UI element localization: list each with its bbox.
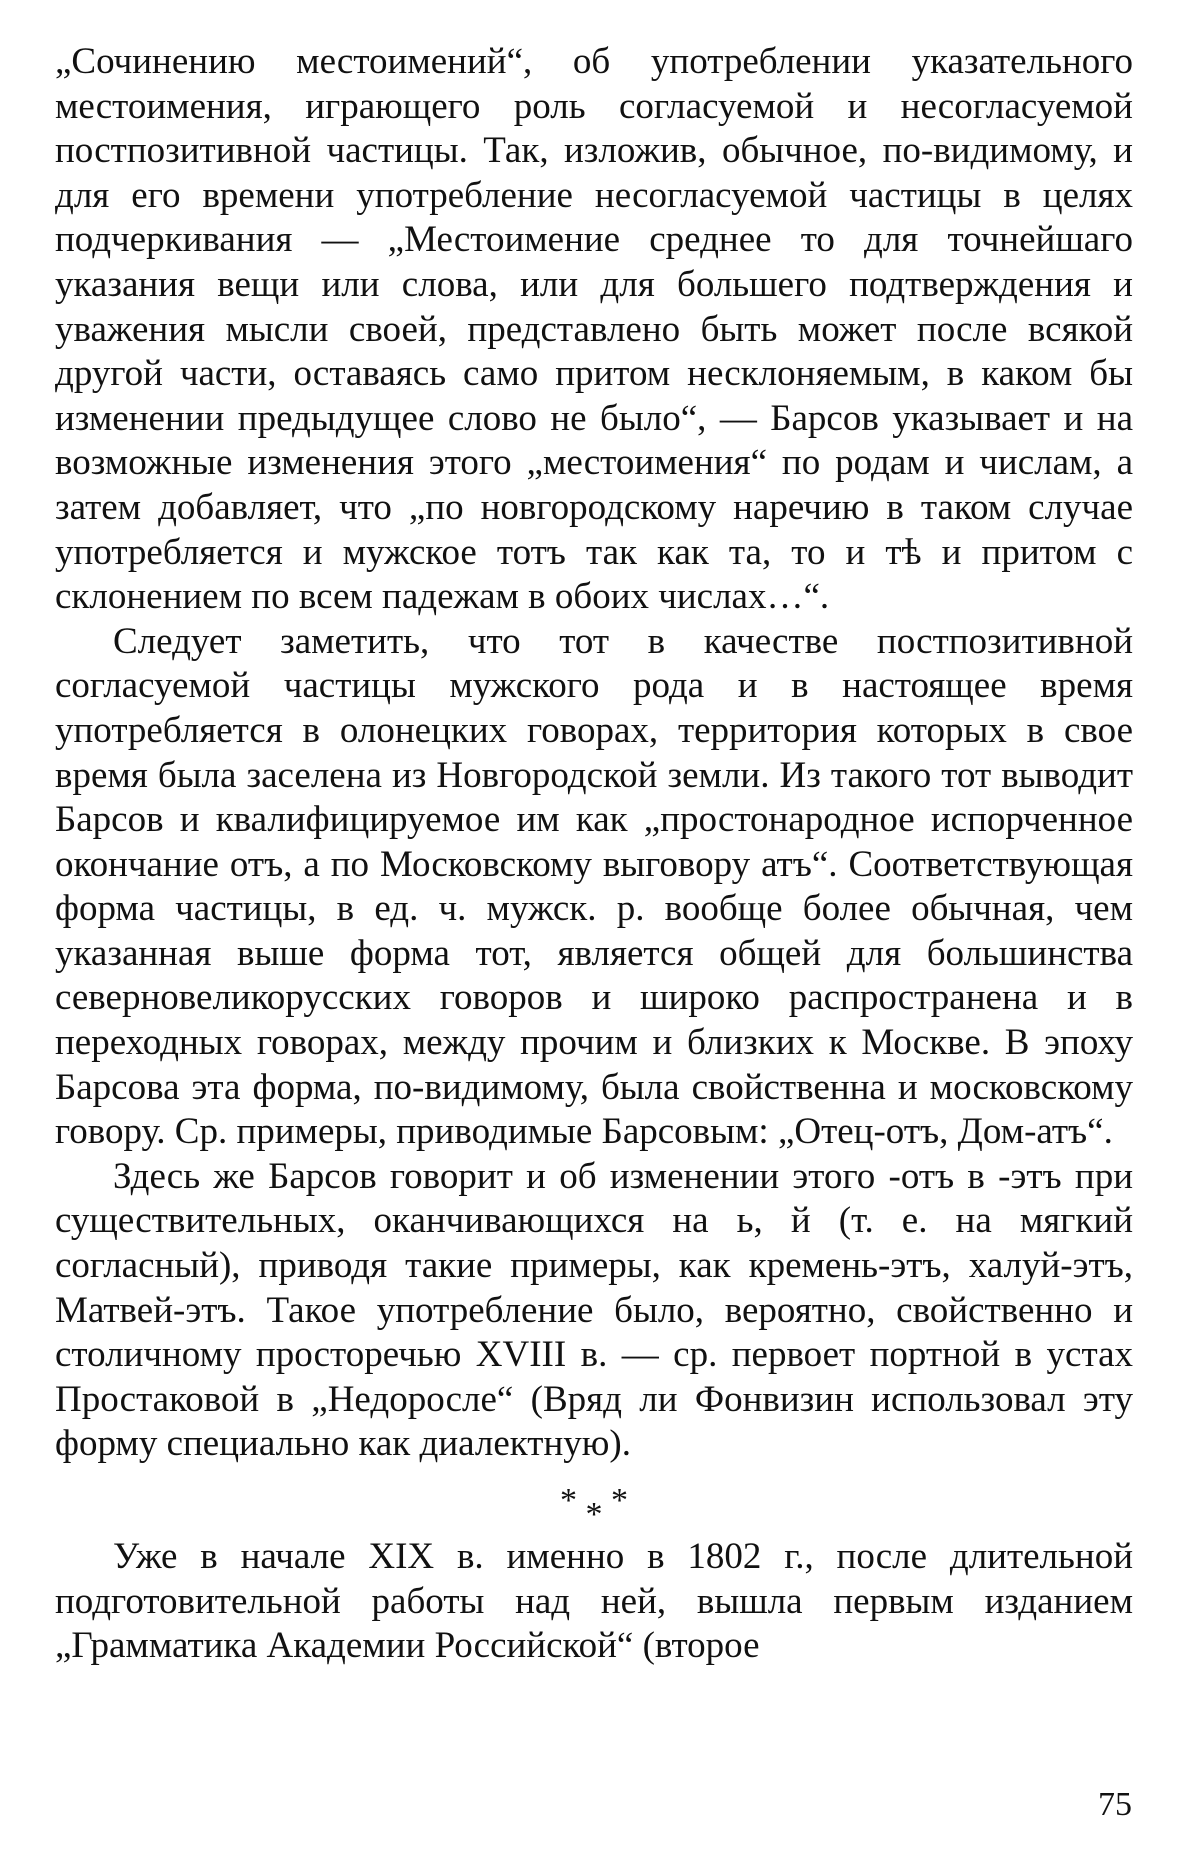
separator-star: * — [585, 1496, 603, 1533]
paragraph-4: Уже в начале XIX в. именно в 1802 г., после длительной подготовительной работы над ней, вышла первым изданием „Грамматика Академии Российской“ (второе — [55, 1536, 1133, 1667]
paragraph-1: „Сочинению местоимений“, об употреблении указательного местоимения, играющего роль согласуемой и несогласуемой постпозитивной частицы. Так, изложив, обычное, по-видимому, и для его времени употребление несогласуемой частицы в целях подчеркивания — „Местоимение среднее то для точнейшаго указания вещи или слова, или для большего подтверждения и уважения мысли своей, представлено быть может после всякой другой части, оставаясь само притом несклоняемым, в каком бы изменении предыдущее слово не было“, — Барсов указывает и на возможные изменения этого „местоимения“ по родам и числам, а затем добавляет, что „по новгородскому наречию в таком случае употребляется и мужское тотъ так как та, то и тѣ и притом с склонением по всем падежам в обоих числах…“. — [55, 41, 1133, 618]
separator-star: * — [560, 1482, 577, 1519]
separator-star: * — [611, 1482, 628, 1519]
paragraph-3: Здесь же Барсов говорит и об изменении этого -отъ в -этъ при существительных, оканчивающихся на ь, й (т. е. на мягкий согласный), приводя такие примеры, как кремень-этъ, халуй-этъ, Матвей-этъ. Такое употребление было, вероятно, свойственно и столичному просторечью XVIII в. — ср. первоет портной в устах Простаковой в „Недоросле“ (Вряд ли Фонвизин использовал эту форму специально как диалектную). — [55, 1155, 1133, 1465]
page-body — [55, 40, 1133, 1669]
page-number: 75 — [1098, 1786, 1132, 1823]
section-separator — [55, 1481, 1133, 1533]
paragraph-2: Следует заметить, что тот в качестве постпозитивной согласуемой частицы мужского рода и в настоящее время употребляется в олонецких говорах, территория которых в свое время была заселена из Новгородской земли. Из такого тот выводит Барсов и квалифицируемое им как „простонародное испорченное окончание отъ, а по Московскому выговору атъ“. Соответствующая форма частицы, в ед. ч. мужск. р. вообще более обычная, чем указанная выше форма тот, является общей для большинства северновеликорусских говоров и широко распространена и в переходных говорах, между прочим и близких к Москве. В эпоху Барсова эта форма, по-видимому, была свойственна и московскому говору. Ср. примеры, приводимые Барсовым: „Отец-отъ, Дом-атъ“. — [55, 620, 1133, 1153]
